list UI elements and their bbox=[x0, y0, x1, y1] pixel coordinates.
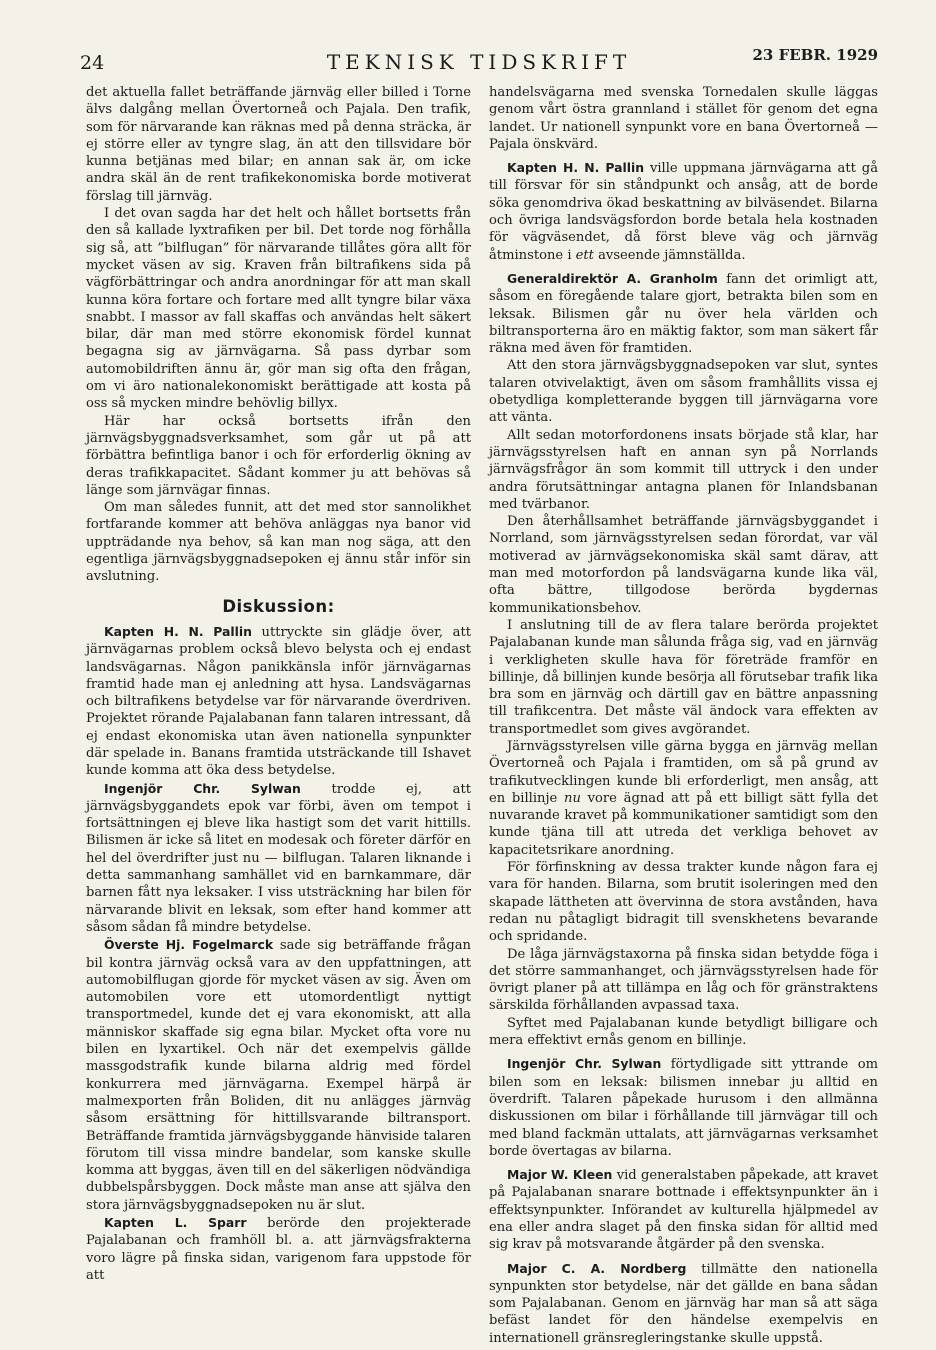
journal-title: TEKNISK TIDSKRIFT bbox=[326, 50, 632, 74]
speaker-text: förtydligade sitt yttrande om bilen som en leksak: bilismen innebar ju alltid en överdrift. Talaren påpekade hurusom i den allmänna diskussionen om bilar i förhållande till järnvägar till och med bland fackmän uttalats, att järnvägarnas verksamhet borde övertagas av bilarna. bbox=[489, 1057, 878, 1159]
discussion-entry bbox=[489, 1166, 878, 1253]
issue-date: 23 FEBR. 1929 bbox=[752, 46, 878, 64]
paragraph-text: vore ägnad att på ett billigt sätt fylla det nuvarande kravet på kommunikationer samtidigt som den kunde tjäna till att utreda det verkliga behovet av kapacitetsrikare anordning. bbox=[489, 790, 878, 858]
paragraph: De låga järnvägstaxorna på finska sidan betydde föga i det större sammanhanget, och järnvägsstyrelsen hade för övrigt planer på att tillämpa en låg och för gränstraktens särskilda förhållanden avpassad taxa. bbox=[489, 946, 878, 1014]
speaker-name: Kapten H. N. Pallin bbox=[104, 623, 252, 639]
speaker-name: Generaldirektör A. Granholm bbox=[507, 270, 718, 286]
discussion-entry bbox=[86, 936, 471, 1214]
speaker-name: Major C. A. Nordberg bbox=[507, 1260, 687, 1276]
speaker-text: tillmätte den nationella synpunkten stor betydelse, när det gällde en bana sådan som Pajalabanan. Genom en järnväg har man så att säga befäst landet för den händelse exempelvis en internationell gränsregleringstanke skulle uppstå. bbox=[489, 1261, 878, 1346]
speaker-name: Kapten H. N. Pallin bbox=[507, 160, 645, 176]
emphasis: nu bbox=[564, 790, 581, 806]
paragraph: det aktuella fallet beträffande järnväg eller billed i Torne älvs dalgång mellan Övertorneå och Pajala. Den trafik, som för närvarande kan räknas med på denna sträcka, är ej större eller av tyngre slag, än att den tillsvidare bör kunna betjänas med bilar; en annan sak är, om icke andra skäl än de rent trafikekonomiska borde motiverat förslag till järnväg. bbox=[86, 85, 471, 204]
discussion-entry bbox=[86, 623, 471, 780]
discussion-entry bbox=[489, 1260, 878, 1347]
speaker-text: sade sig beträffande frågan bil kontra järnväg också vara av den uppfattningen, att automobilflugan gjorde för mycket väsen av sig. Även om automobilen vore ett utomordentligt nyttigt transportmedel, kunde det ej vara ekonomiskt, att alla människor skaffade sig egna bilar. Mycket ofta vore nu bilen en lyxartikel. Och när det exempelvis gällde massgodstrafik kunde bilarna aldrig med fördel konkurrera med järnvägarna. Exempel härpå är malmexporten från Boliden, dit nu anlägges järnväg såsom ersättning för hittillsvarande biltransport. Beträffande framtida järnvägsbyggande hänviside talaren förutom till vissa mindre bandelar, som kanske skulle komma att byggas, även till en del säkerligen nödvändiga dubbelspårsbyggen. Dock måste man anse att själva den stora järnvägsbyggnadsepoken nu är slut. bbox=[86, 938, 471, 1213]
speaker-text: berörde den projekterade Pajalabanan och framhöll bl. a. att järnvägsfrakterna voro lägre på finska sidan, varigenom fara uppstode för att bbox=[86, 1216, 472, 1283]
left-column bbox=[86, 84, 471, 1284]
paragraph: Syftet med Pajalabanan kunde betydligt billigare och mera effektivt ernås genom en billinje. bbox=[489, 1015, 878, 1049]
section-heading: Diskussion: bbox=[222, 596, 335, 616]
speaker-text: avseende jämnställda. bbox=[593, 247, 746, 263]
speaker-name: Major W. Kleen bbox=[507, 1167, 613, 1183]
speaker-text: fann det orimligt att, såsom en föregående talare gjort, betrakta bilen som en leksak. Bilismen går nu över hela världen och biltransporterna äro en mäktig faktor, som man säkert får räkna med även för framtiden. bbox=[489, 271, 878, 357]
speaker-name: Ingenjör Chr. Sylwan bbox=[104, 780, 301, 796]
paragraph: Här har också bortsetts ifrån den järnvägsbyggnadsverksamhet, som går ut på att förbättra befintliga banor i och för erforderlig ökning av deras trafikkapacitet. Sådant kommer ju att behövas så länge som järnvägar finnas. bbox=[86, 413, 471, 498]
discussion-entry bbox=[489, 270, 878, 357]
paragraph: Om man således funnit, att det med stor sannolikhet fortfarande kommer att behöva anläggas nya banor vid uppträdande nya behov, så kan man nog säga, att den egentliga järnvägsbyggnadsepoken ej ännu står inför sin avslutning. bbox=[86, 500, 471, 585]
speaker-text: trodde ej, att järnvägsbyggandets epok var förbi, även om tempot i fortsättningen ej bleve lika hastigt som det varit hittills. Bilismen är icke så litet en modesak och företer därför en hel del överdrifter just nu — bilflugan. Talaren liknande i detta sammanhang samhället vid en barnkammare, där barnen fått nya leksaker. I viss utsträckning har bilen för närvarande blivit en leksak, som efter hand kommer att såsom sådan få mindre betydelse. bbox=[86, 781, 471, 935]
speaker-text: vid generalstaben påpekade, att kravet på Pajalabanan snarare bottnade i effektsynpunkter än i effektsynpunkter. Införandet av kulturella hjälpmedel av ena eller andra slaget på den finska sidan för alltid med sig krav på motsvarande åtgärder på den svenska. bbox=[489, 1168, 878, 1253]
speaker-text: ville uppmana järnvägarna att gå till försvar för sin ståndpunkt och ansåg, att de borde söka genomdriva ökad beskattning av bilväsendet. Bilarna och övriga landsvägsfordon borde betala hela kostnaden för vägväsendet, då först bleve väg och järnväg åtminstone i bbox=[489, 161, 879, 263]
paragraph-text: Järnvägsstyrelsen ville gärna bygga en järnväg mellan Övertorneå och Pajala i framtiden, om så på grund av trafikutvecklingen kunde bli erforderligt, men ansåg, att en billinje bbox=[489, 738, 878, 806]
speaker-name: Överste Hj. Fogelmarck bbox=[104, 937, 274, 953]
page-number: 24 bbox=[80, 52, 105, 74]
discussion-entry bbox=[86, 780, 471, 937]
speaker-name: Kapten L. Sparr bbox=[104, 1215, 247, 1230]
paragraph: handelsvägarna med svenska Tornedalen skulle läggas genom vårt östra grannland i stället för genom det egna landet. Ur nationell synpunkt vore en bana Övertorneå —Pajala önskvärd. bbox=[489, 85, 878, 152]
speaker-text: uttryckte sin glädje över, att järnvägarnas problem också blevo belysta och ej endast landsvägarnas. Någon panikkänsla inför järnvägarnas framtid hade man ej anledning att hysa. Landsvägarnas och biltrafikens betydelse var för närvarande överdriven. Projektet rörande Pajalabanan fann talaren intressant, då ej endast ekonomiska utan även nationella synpunkter där spelade in. Banans framtida utsträckande till Ishavet kunde komma att öka dess betydelse. bbox=[86, 624, 471, 779]
paragraph: I anslutning till de av flera talare berörda projektet Pajalabanan kunde man sålunda fråga sig, vad en järnväg i verkligheten skulle hava för företräde framför en billinje, då billinjen kunde besörja all förutsebar trafik lika bra som en järnväg och därtill gav en bättre anpassning till trafikcentra. Det måste väl ändock vara effekten av transportmedlet som gives avgörandet. bbox=[489, 617, 878, 737]
paragraph: Den återhållsamhet beträffande järnvägsbyggandet i Norrland, som järnvägsstyrelsen sedan förordat, var väl motiverad av järnvägsekonomiska skäl samt därav, att man med motorfordon på landsvägarna kunde lika väl, ofta bättre, tillgodose berörda bygdernas kommunikationsbehov. bbox=[489, 514, 878, 616]
emphasis: ett bbox=[575, 247, 594, 263]
paragraph: För förfinskning av dessa trakter kunde någon fara ej vara för handen. Bilarna, som brutit isoleringen med den skapade lättheten att övervinna de stora avstånden, hava redan nu påtagligt bidragit till svenskhetens bevarande och spridande. bbox=[489, 860, 878, 945]
paragraph: I det ovan sagda har det helt och hållet bortsetts från den så kallade lyxtrafiken per bil. Det torde nog förhålla sig så, att ”bilflugan” för närvarande tillåtes göra allt för mycket väsen av sig. Kraven från biltrafikens sida på vägförbättringar och andra anordningar för att man skall kunna köra fortare och fortare med allt tyngre bilar växa snabbt. I massor av fall skaffas och användas helt säkert bilar, där man med större ekonomisk fördel kunnat begagna sig av järnvägarna. Så pass dyrbar som automobildriften ännu är, gör man sig ofta den frågan, om vi äro nationalekonomiskt berättigade att kosta på oss så mycken mindre behövlig billyx. bbox=[86, 206, 471, 412]
discussion-entry bbox=[489, 1055, 878, 1160]
paragraph: Allt sedan motorfordonens insats började stå klar, har järnvägsstyrelsen haft en annan syn på Norrlands järnvägsfrågor än som kommit till uttryck i den under andra förutsättningar antagna planen för Inlandsbanan med tvärbanor. bbox=[489, 427, 878, 512]
paragraph: Att den stora järnvägsbyggnadsepoken var slut, syntes talaren otvivelaktigt, även om såsom framhållits vissa ej obetydliga kompletterande byggen till järnvägarna vore att vänta. bbox=[489, 358, 878, 426]
page-header bbox=[80, 44, 878, 74]
paragraph bbox=[489, 738, 878, 859]
discussion-entry bbox=[86, 1214, 471, 1284]
speaker-name: Ingenjör Chr. Sylwan bbox=[507, 1056, 662, 1072]
right-column bbox=[489, 84, 878, 1347]
discussion-entry bbox=[489, 159, 878, 264]
